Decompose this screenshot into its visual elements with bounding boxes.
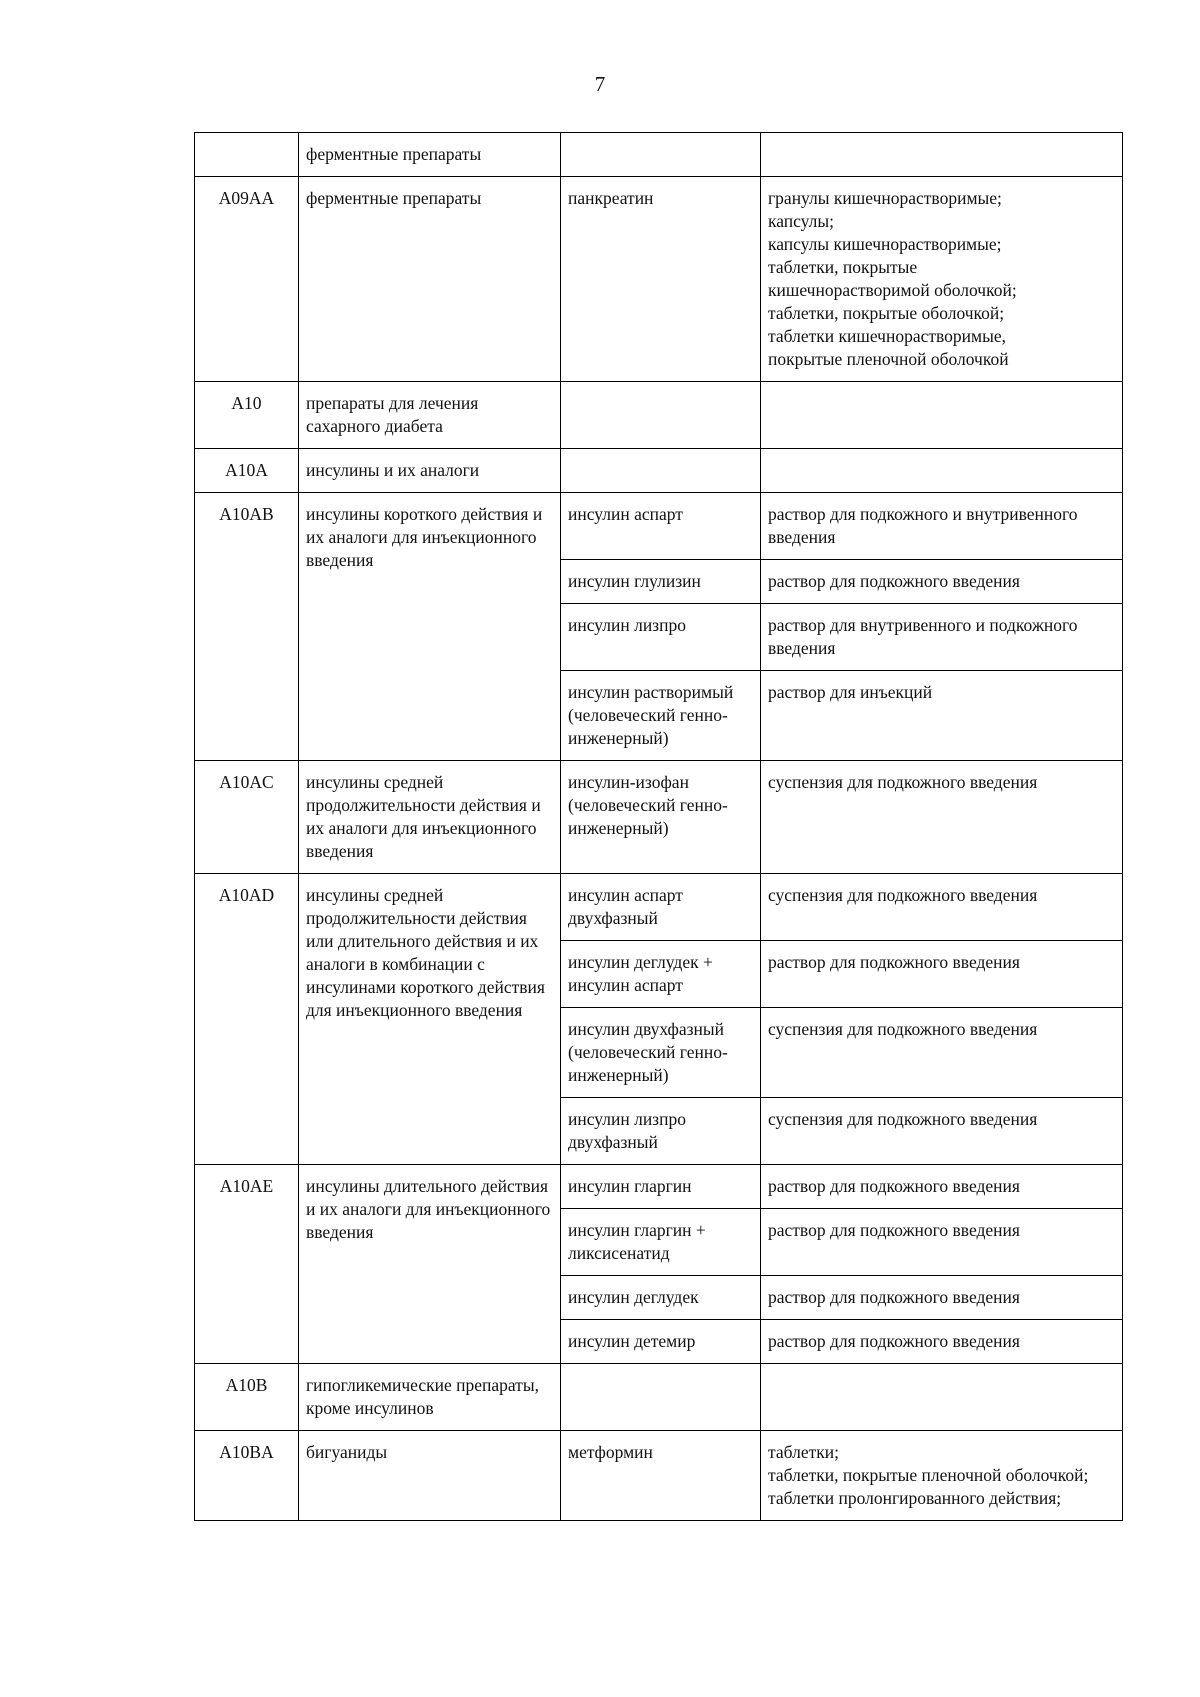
drug-table: [194, 132, 1123, 1521]
dosage-form-line: таблетки, покрытые пленочной оболочкой;: [768, 1465, 1089, 1485]
table-row: [195, 382, 1123, 449]
table-row: [195, 1165, 1123, 1209]
atc-code-cell: A10BA: [195, 1431, 299, 1521]
drug-name-cell: инсулин лизпро двухфазный: [561, 1098, 761, 1165]
dosage-form-line: гранулы кишечнорастворимые;: [768, 188, 1002, 208]
dosage-form-cell: [761, 177, 1123, 382]
drug-name-cell: инсулин гларгин + ликсисенатид: [561, 1209, 761, 1276]
atc-code-cell: [195, 133, 299, 177]
table-row: [195, 133, 1123, 177]
atc-code-cell: A10AD: [195, 874, 299, 1165]
drug-name-cell: [561, 449, 761, 493]
anatomic-group-cell: инсулины и их аналоги: [299, 449, 561, 493]
anatomic-group-cell: ферментные препараты: [299, 133, 561, 177]
dosage-form-line: капсулы;: [768, 211, 835, 231]
table-row: [195, 177, 1123, 382]
drug-name-cell: [561, 382, 761, 449]
anatomic-group-cell: инсулины длительного действия и их аналоги для инъекционного введения: [299, 1165, 561, 1364]
dosage-form-cell: раствор для подкожного введения: [761, 1320, 1123, 1364]
dosage-form-cell: раствор для подкожного введения: [761, 560, 1123, 604]
atc-code-cell: A10B: [195, 1364, 299, 1431]
drug-name-cell: инсулин гларгин: [561, 1165, 761, 1209]
dosage-form-cell: суспензия для подкожного введения: [761, 761, 1123, 874]
atc-code-cell: A09AA: [195, 177, 299, 382]
drug-table-body: [195, 133, 1123, 1521]
drug-name-cell: инсулин-изофан (человеческий генно-инженерный): [561, 761, 761, 874]
anatomic-group-cell: ферментные препараты: [299, 177, 561, 382]
dosage-form-cell: суспензия для подкожного введения: [761, 1008, 1123, 1098]
atc-code-cell: A10A: [195, 449, 299, 493]
dosage-form-cell: [761, 449, 1123, 493]
table-row: [195, 449, 1123, 493]
atc-code-cell: A10AB: [195, 493, 299, 761]
dosage-form-cell: суспензия для подкожного введения: [761, 874, 1123, 941]
drug-name-cell: инсулин двухфазный (человеческий генно-инженерный): [561, 1008, 761, 1098]
dosage-form-line: таблетки пролонгированного действия;: [768, 1488, 1062, 1508]
drug-name-cell: инсулин деглудек + инсулин аспарт: [561, 941, 761, 1008]
dosage-form-line: капсулы кишечнорастворимые;: [768, 234, 1002, 254]
drug-name-cell: инсулин растворимый (человеческий генно-инженерный): [561, 671, 761, 761]
dosage-form-cell: [761, 1364, 1123, 1431]
drug-name-cell: [561, 133, 761, 177]
drug-name-cell: [561, 1364, 761, 1431]
atc-code-cell: A10: [195, 382, 299, 449]
dosage-form-cell: раствор для подкожного введения: [761, 941, 1123, 1008]
dosage-form-line: таблетки кишечнорастворимые,: [768, 326, 1006, 346]
drug-name-cell: инсулин аспарт: [561, 493, 761, 560]
dosage-form-cell: [761, 382, 1123, 449]
page-number: 7: [594, 72, 606, 96]
dosage-form-cell: суспензия для подкожного введения: [761, 1098, 1123, 1165]
drug-name-cell: панкреатин: [561, 177, 761, 382]
drug-name-cell: инсулин детемир: [561, 1320, 761, 1364]
dosage-form-line: кишечнорастворимой оболочкой;: [768, 280, 1017, 300]
anatomic-group-cell: инсулины средней продолжительности действия или длительного действия и их аналоги в комбинации с инсулинами короткого действия для инъекционного введения: [299, 874, 561, 1165]
dosage-form-cell: [761, 1431, 1123, 1521]
table-row: [195, 874, 1123, 941]
anatomic-group-cell: гипогликемические препараты, кроме инсулинов: [299, 1364, 561, 1431]
dosage-form-line: таблетки, покрытые: [768, 257, 918, 277]
dosage-form-line: таблетки, покрытые оболочкой;: [768, 303, 1005, 323]
dosage-form-cell: раствор для внутривенного и подкожного введения: [761, 604, 1123, 671]
drug-name-cell: инсулин аспарт двухфазный: [561, 874, 761, 941]
dosage-form-cell: раствор для подкожного введения: [761, 1165, 1123, 1209]
dosage-form-cell: раствор для подкожного введения: [761, 1276, 1123, 1320]
drug-name-cell: инсулин глулизин: [561, 560, 761, 604]
anatomic-group-cell: препараты для лечения сахарного диабета: [299, 382, 561, 449]
anatomic-group-cell: бигуаниды: [299, 1431, 561, 1521]
dosage-form-line: покрытые пленочной оболочкой: [768, 349, 1009, 369]
drug-name-cell: инсулин деглудек: [561, 1276, 761, 1320]
anatomic-group-cell: инсулины средней продолжительности действия и их аналоги для инъекционного введения: [299, 761, 561, 874]
table-row: [195, 493, 1123, 560]
atc-code-cell: A10AC: [195, 761, 299, 874]
dosage-form-line: таблетки;: [768, 1442, 839, 1462]
table-row: [195, 761, 1123, 874]
atc-code-cell: A10AE: [195, 1165, 299, 1364]
dosage-form-cell: раствор для инъекций: [761, 671, 1123, 761]
dosage-form-cell: раствор для подкожного и внутривенного введения: [761, 493, 1123, 560]
dosage-form-cell: раствор для подкожного введения: [761, 1209, 1123, 1276]
drug-name-cell: инсулин лизпро: [561, 604, 761, 671]
dosage-form-cell: [761, 133, 1123, 177]
drug-name-cell: метформин: [561, 1431, 761, 1521]
table-row: [195, 1364, 1123, 1431]
table-row: [195, 1431, 1123, 1521]
anatomic-group-cell: инсулины короткого действия и их аналоги для инъекционного введения: [299, 493, 561, 761]
